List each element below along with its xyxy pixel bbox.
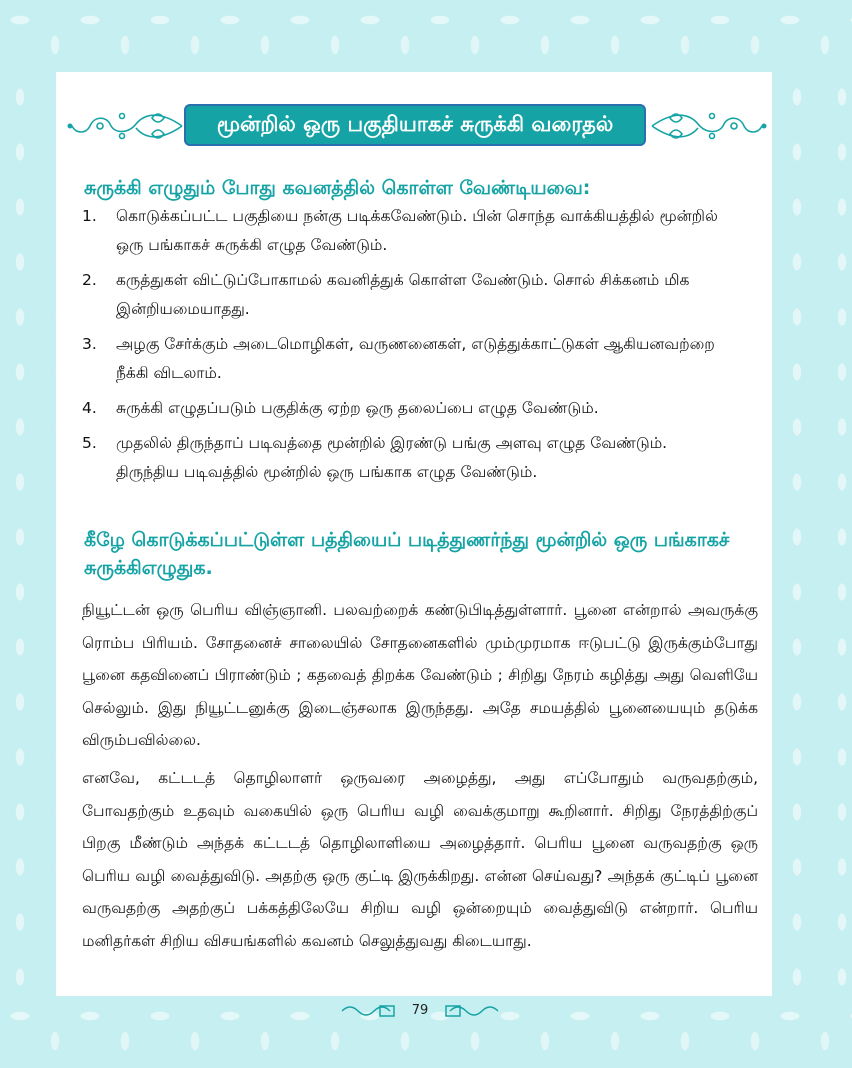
list-item (82, 394, 762, 423)
page-title: மூன்றில் ஒரு பகுதியாகச் சுருக்கி வரைதல் (184, 104, 646, 146)
exercise-heading-line-2: சுருக்கிஎழுதுக. (84, 557, 213, 579)
list-number: 2. (82, 271, 97, 289)
passage-paragraph-2: எனவே, கட்டடத் தொழிலாளர் ஒருவரை அழைத்து, அது எப்போதும் வருவதற்கும், போவதற்கும் உதவும் வகையில் ஒரு பெரிய வழி வைக்குமாறு கூறினார். சிறிது நேரத்திற்குப் பிறகு மீண்டும் அந்தக் கட்டடத் தொழிலாளியை அழைத்தார். பெரிய பூனை வருவதற்கு ஒரு பெரிய வழி வைத்துவிடு. அதற்கு ஒரு குட்டி இருக்கிறது. என்ன செய்வது? அந்தக் குட்டிப் பூனை வருவதற்கு அதற்குப் பக்கத்திலேயே சிறிய வழி ஒன்றையும் வைத்துவிடு என்றார். பெரிய மனிதர்கள் சிறிய விசயங்களில் கவனம் செலுத்துவது கிடையாது. (82, 769, 758, 950)
exercise-heading-line-1: கீழே கொடுக்கப்பட்டுள்ள பத்தியைப் படித்துணர்ந்து மூன்றில் ஒரு பங்காகச் (84, 529, 730, 551)
footer-ornament-right-icon (442, 1002, 500, 1020)
decorative-border-right (772, 72, 852, 996)
flourish-right-icon (650, 104, 768, 148)
decorative-border-top (0, 0, 852, 72)
list-text: கொடுக்கப்பட்ட பகுதியை நன்கு படிக்கவேண்டும். பின் சொந்த வாக்கியத்தில் மூன்றில் ஒரு பங்காகச் சுருக்கி எழுத வேண்டும். (116, 207, 718, 254)
guidelines-list (82, 202, 762, 493)
footer-ornament-left-icon (340, 1002, 398, 1020)
list-text: முதலில் திருந்தாப் படிவத்தை மூன்றில் இரண்டு பங்கு அளவு எழுத வேண்டும். திருந்திய படிவத்தில் மூன்றில் ஒரு பங்காக எழுத வேண்டும். (116, 434, 668, 481)
list-item (82, 330, 762, 388)
title-banner (0, 104, 852, 148)
list-number: 5. (82, 434, 97, 452)
list-item (82, 429, 762, 487)
decorative-border-left (0, 72, 56, 996)
passage-paragraph-1: நியூட்டன் ஒரு பெரிய விஞ்ஞானி. பலவற்றைக் கண்டுபிடித்துள்ளார். பூனை என்றால் அவருக்கு ரொம்ப பிரியம். சோதனைச் சாலையில் சோதனைகளில் மும்முரமாக ஈடுபட்டு இருக்கும்போது பூனை கதவினைப் பிராண்டும் ; கதவைத் திறக்க வேண்டும் ; சிறிது நேரம் கழித்து அது வெளியே செல்லும். இது நியூட்டனுக்கு இடைஞ்சலாக இருந்தது. அதே சமயத்தில் பூனையையும் தடுக்க விரும்பவில்லை. (82, 601, 758, 749)
guidelines-heading: சுருக்கி எழுதும் போது கவனத்தில் கொள்ள வேண்டியவை: (84, 177, 591, 199)
list-text: அழகு சேர்க்கும் அடைமொழிகள், வருணனைகள், எடுத்துக்காட்டுகள் ஆகியனவற்றை நீக்கி விடலாம். (116, 335, 715, 382)
flourish-left-icon (66, 104, 184, 148)
list-number: 4. (82, 399, 97, 417)
list-number: 3. (82, 335, 97, 353)
list-number: 1. (82, 207, 97, 225)
list-text: கருத்துகள் விட்டுப்போகாமல் கவனித்துக் கொள்ள வேண்டும். சொல் சிக்கனம் மிக இன்றியமையாதது. (116, 271, 690, 318)
list-text: சுருக்கி எழுதப்படும் பகுதிக்கு ஏற்ற ஒரு தலைப்பை எழுத வேண்டும். (116, 399, 599, 417)
list-item (82, 202, 762, 260)
page-number: 79 (411, 1003, 429, 1018)
page-footer (340, 1000, 500, 1022)
list-item (82, 266, 762, 324)
